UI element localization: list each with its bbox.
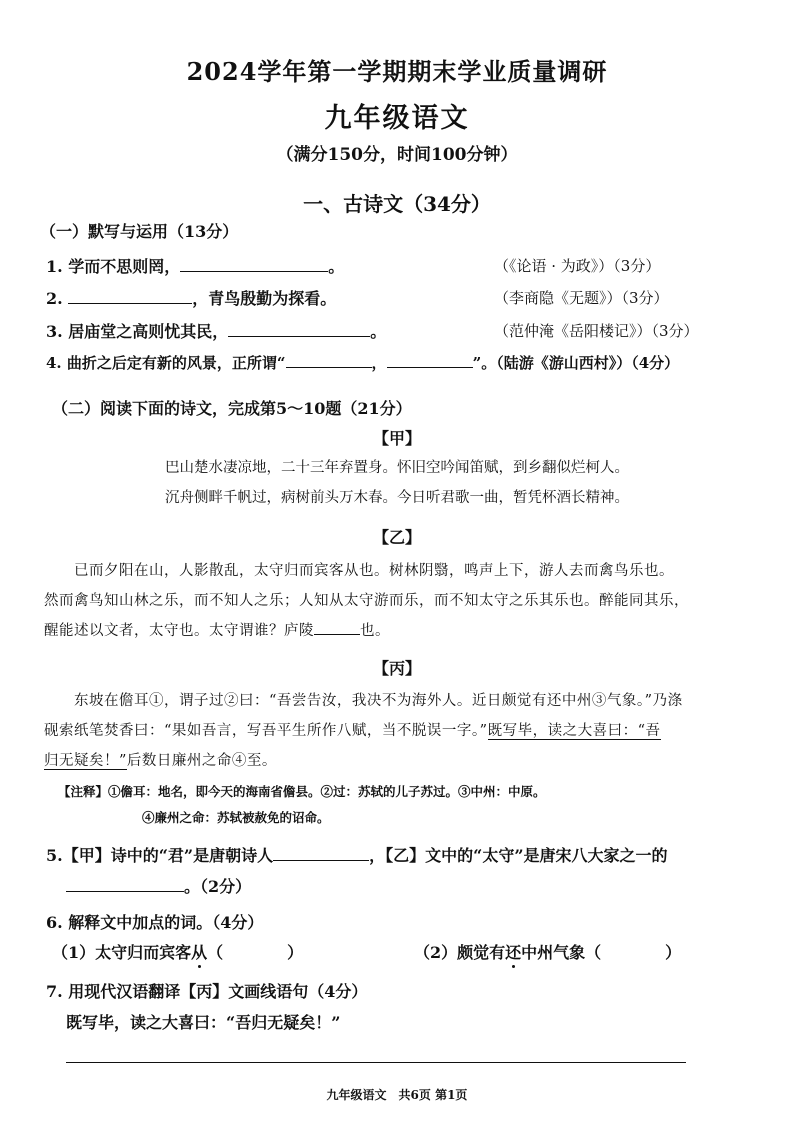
question-1: 1. 学而不思则罔， 。 (46, 257, 345, 276)
question-6-title: 6. 解释文中加点的词。（4分） (46, 913, 264, 932)
exam-subject: 九年级语文 (324, 103, 470, 134)
question-5: 5.【甲】诗中的“君”是唐朝诗人 ，【乙】文中的“太守”是唐宋八大家之一的 (46, 846, 668, 865)
passage-yi-line1: 已而夕阳在山，人影散乱，太守归而宾客从也。树林阴翳，鸣声上下，游人去而禽鸟乐也。 (74, 563, 674, 579)
source-q1: （《论语 · 为政》）（3分） (494, 257, 661, 275)
answer-blank[interactable] (314, 620, 360, 635)
passage-yi-line2: 然而禽鸟知山林之乐，而不知人之乐；人知从太守游而乐，而不知太守之乐其乐也。醉能同其乐， (44, 593, 689, 609)
question-7-sentence: 既写毕，读之大喜曰：“吾归无疑矣！” (66, 1013, 341, 1032)
answer-blank[interactable] (387, 353, 473, 368)
question-6b: （2）颇觉有还中州气象（ ） (414, 940, 681, 963)
passage-bing-line3: 归无疑矣！”后数日廉州之命④至。 (44, 753, 277, 769)
answer-line[interactable] (66, 1062, 686, 1063)
question-3: 3. 居庙堂之高则忧其民， 。 (46, 322, 387, 341)
score-info: （满分150分，时间100分钟） (276, 145, 518, 165)
question-7-title: 7. 用现代汉语翻译【丙】文画线语句（4分） (46, 982, 368, 1001)
label-yi: 【乙】 (372, 528, 421, 547)
exam-title: 2024学年第一学期期末学业质量调研 (186, 57, 608, 86)
question-6a: （1）太守归而宾客从（ ） (52, 940, 303, 963)
part2-title: （二）阅读下面的诗文，完成第5～10题（21分） (52, 399, 412, 418)
passage-bing-line1: 东坡在儋耳①，谓子过②曰：“吾尝告汝，我决不为海外人。近日颇觉有还中州③气象。”乃涤 (74, 693, 683, 709)
answer-blank[interactable] (180, 257, 328, 272)
question-2: 2. ，青鸟殷勤为探看。 (46, 289, 337, 308)
page-footer: 九年级语文 共6页 第1页 (326, 1088, 468, 1102)
answer-blank[interactable] (68, 289, 192, 304)
question-4: 4. 曲折之后定有新的风景，正所谓“ ， ”。（陆游《游山西村》）（4分） (46, 354, 680, 372)
notes-line1: 【注释】①儋耳：地名，即今天的海南省儋县。②过：苏轼的儿子苏过。③中州：中原。 (58, 784, 546, 799)
poem-jia-line2: 沉舟侧畔千帆过，病树前头万木春。今日听君歌一曲，暂凭杯酒长精神。 (165, 490, 629, 506)
underlined-sentence: 既写毕，读之大喜曰：“吾 (487, 723, 661, 739)
label-bing: 【丙】 (372, 659, 421, 678)
section-title: 一、古诗文（34分） (303, 192, 491, 216)
notes-line2: ④廉州之命：苏轼被赦免的诏命。 (142, 810, 330, 825)
answer-paren[interactable]: （ ） (585, 943, 682, 962)
answer-blank[interactable] (228, 322, 370, 337)
passage-yi-line3: 醒能述以文者，太守也。太守谓谁？庐陵 也。 (44, 619, 390, 640)
part1-title: （一）默写与运用（13分） (40, 222, 239, 241)
answer-blank[interactable] (66, 877, 184, 892)
answer-paren[interactable]: （ ） (207, 943, 304, 962)
dotted-word: 还 (505, 940, 521, 963)
source-q2: （李商隐《无题》）（3分） (494, 289, 669, 307)
poem-jia-line1: 巴山楚水凄凉地，二十三年弃置身。怀旧空吟闻笛赋，到乡翻似烂柯人。 (165, 460, 629, 476)
answer-blank[interactable] (273, 846, 369, 861)
answer-blank[interactable] (286, 353, 372, 368)
passage-bing-line2: 砚索纸笔焚香曰：“果如吾言，写吾平生所作八赋，当不脱误一字。”既写毕，读之大喜曰：“吾 (44, 723, 661, 739)
question-5-line2: 。（2分） (66, 874, 251, 897)
label-jia: 【甲】 (372, 429, 421, 448)
source-q3: （范仲淹《岳阳楼记》）（3分） (494, 322, 699, 340)
dotted-word: 从 (191, 940, 207, 963)
underlined-sentence: 归无疑矣！” (44, 753, 127, 769)
